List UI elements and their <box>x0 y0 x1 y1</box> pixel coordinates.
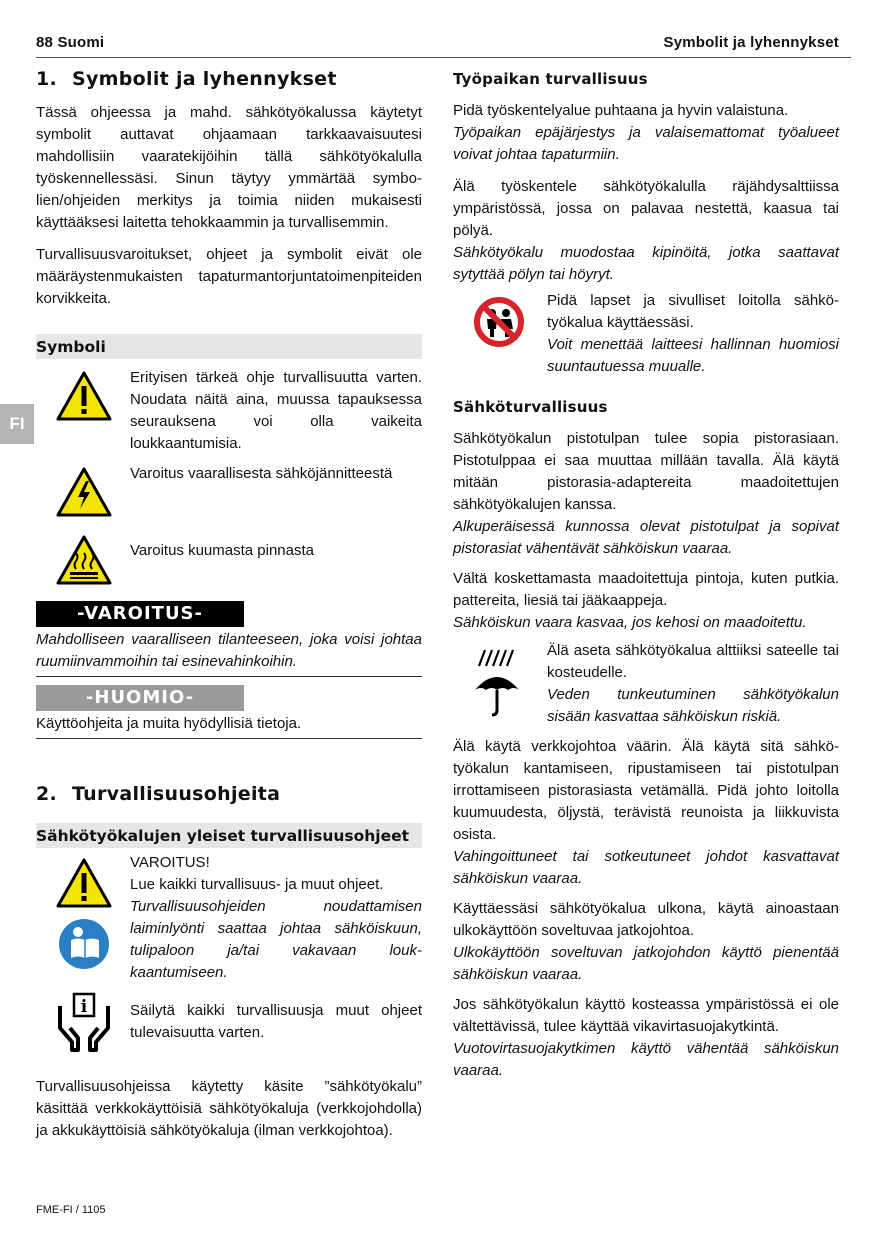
symbol-table-header: Symboli <box>36 334 422 359</box>
rain-italic: Veden tunkeutuminen sähkötyökalun sisään kasvattaa sähköiskun riskiä. <box>547 686 839 725</box>
children-text: Pidä lapset ja sivulliset loitolla sähkötyökalua käyttäessäsi. <box>547 292 839 331</box>
keep-instructions-row <box>36 992 422 1052</box>
huomio-text: Käyttöohjeita ja muita hyödyllisiä tietoja. <box>36 713 422 739</box>
workplace-heading: Työpaikan turvallisuus <box>453 70 648 88</box>
warning-line: Lue kaikki turvallisuus- ja muut ohjeet. <box>130 876 384 893</box>
children-italic: Voit menettää laitteesi hallinnan huomiosi suuntautuessa muualle. <box>547 336 839 375</box>
header-rule <box>36 57 851 58</box>
rain-umbrella-icon <box>469 646 525 718</box>
workplace-p2: Älä työskentele sähkötyökalulla räjähdysalttiissa ympäristössä, jossa on palavaa nestettä, kaasua tai pölyä. Sähkötyökalu muodostaa kipinöitä, jotka saattavat sytyttää pölyn tai höyryt. <box>453 178 839 283</box>
symbol-row <box>36 463 422 517</box>
term-paragraph: Turvallisuusohjeissa käytetty käsite ”sähkötyökalu” käsittää verkkokäyttöisiä sähkötyökaluja (verkkojohdolla) ja akkukäyttöisiä sähkötyökaluja (ilman verkkojohtoa). <box>36 1078 422 1139</box>
electrical-p2: Vältä koskettamasta maadoitettuja pintoja, kuten putkia. pattereita, liesiä tai jääkaappeja. Sähköiskun vaara kasvaa, jos kehosi on maadoitettu. <box>453 570 839 631</box>
section1-heading: 1. Symbolit ja lyhennykset <box>36 68 337 90</box>
children-row <box>453 290 839 378</box>
electrical-p5: Jos sähkötyökalun käyttö kosteassa ympäristössä ei ole vältettävissä, tulee käyttää vikavirtasuojakytkintä. Vuotovirtasuojakytkimen käyttö vähentää sähköiskun vaaraa. <box>453 996 839 1079</box>
hot-surface-icon <box>56 535 112 585</box>
read-manual-icon <box>58 918 110 970</box>
symbol-text: Erityisen tärkeä ohje turvallisuutta varten. Noudata näitä aina, muussa tapauksessa seurauksena voi olla vaikeita loukkaantumisia. <box>130 369 422 452</box>
disclaimer-paragraph: Turvallisuusvaroitukset, ohjeet ja symbolit eivät ole määräystenmukaisten tapaturmantorjuntatoimenpiteiden korvikkeita. <box>36 246 422 307</box>
intro-paragraph: Tässä ohjeessa ja mahd. sähkötyökalussa käytetyt symbolit auttavat ohjaamaan tarkkaavaisuutesi mahdollisiin vaaratekijöihin tällä sähkötyökalulla työskennellessäsi. Sinun täytyy ymmärtää symbolien/ohjeiden merkitys ja toimia niiden mukaisesti käyttääksesi laitetta tehokkaammin ja turvallisemmin. <box>36 104 422 231</box>
electrical-heading: Sähköturvallisuus <box>453 398 608 416</box>
general-safety-header: Sähkötyökalujen yleiset turvallisuusohjeet <box>36 823 422 848</box>
symbol-text: Varoitus kuumasta pinnasta <box>130 542 314 559</box>
keep-info-icon <box>54 992 114 1052</box>
workplace-p1: Pidä työskentelyalue puhtaana ja hyvin valaistuna. Työpaikan epäjärjestys ja valaisemattomat työalueet voivat johtaa tapaturmiin. <box>453 102 839 163</box>
header-left: 88 Suomi <box>36 34 105 51</box>
symbol-text: Varoitus vaarallisesta sähköjännitteestä <box>130 465 393 482</box>
huomio-block <box>36 685 422 739</box>
huomio-label: -HUOMIO- <box>36 685 244 711</box>
electrical-p1: Sähkötyökalun pistotulpan tulee sopia pistorasiaan. Pistotulppaa ei saa muuttaa millään tavalla. Älä käytä mitään pistorasia-adaptereita maadoitettujen sähkötyökalujen kanssa. Alkuperäisessä kunnossa olevat pistotulpat ja sopivat pistorasiat vähentävät sähköiskun vaaraa. <box>453 430 839 557</box>
keep-text: Säilytä kaikki turvallisuusja muut ohjeet tulevaisuutta varten. <box>130 1002 422 1041</box>
rain-row <box>453 640 839 728</box>
symbol-row <box>36 531 422 585</box>
varoitus-block <box>36 601 422 677</box>
no-children-icon <box>473 296 525 348</box>
page-header <box>36 34 839 51</box>
varoitus-text: Mahdolliseen vaaralliseen tilanteeseen, joka voisi johtaa ruumiinvammoihin tai esinevahinkoihin. <box>36 629 422 677</box>
left-column <box>36 64 422 1152</box>
rain-text: Älä aseta sähkötyökalua alttiiksi sateelle tai kosteudelle. <box>547 642 839 681</box>
high-voltage-icon <box>56 467 112 517</box>
section2-heading: 2. Turvallisuusohjeita <box>36 783 281 805</box>
warning-triangle-icon <box>56 858 112 908</box>
electrical-p3: Älä käytä verkkojohtoa väärin. Älä käytä sitä sähkötyökalun kantamiseen, ripustamiseen tai pistotulpan irrottamiseen pistorasiasta vetämällä. Pidä johto loitolla kuumuudesta, öljystä, terävistä reunoista ja liikkuvista osista. Vahingoittuneet tai sotkeutuneet johdot kasvattavat sähköiskun vaaraa. <box>453 738 839 887</box>
svg-text:i: i <box>80 997 88 1017</box>
warning-triangle-icon <box>56 371 112 421</box>
page-footer: FME-FI / 1105 <box>36 1204 106 1216</box>
varoitus-label: -VAROITUS- <box>36 601 244 627</box>
warning-italic: Turvallisuusohjeiden noudattamisen laiminlyönti saattaa johtaa sähköiskuun, tulipaloon ja/tai vakavaan loukkaantumiseen. <box>130 898 422 981</box>
right-column <box>453 64 839 1092</box>
header-right: Symbolit ja lyhennykset <box>663 34 839 51</box>
electrical-p4: Käyttäessäsi sähkötyökalua ulkona, käytä ainoastaan ulkokäyttöön soveltuvaa jatkojohtoa. Ulkokäyttöön soveltuvan jatkojohdon käyttö pienentää sähköiskun vaaraa. <box>453 900 839 983</box>
general-warning-row <box>36 852 422 984</box>
symbol-row <box>36 367 422 455</box>
warning-title: VAROITUS! <box>130 854 210 871</box>
language-tab: FI <box>0 404 34 444</box>
